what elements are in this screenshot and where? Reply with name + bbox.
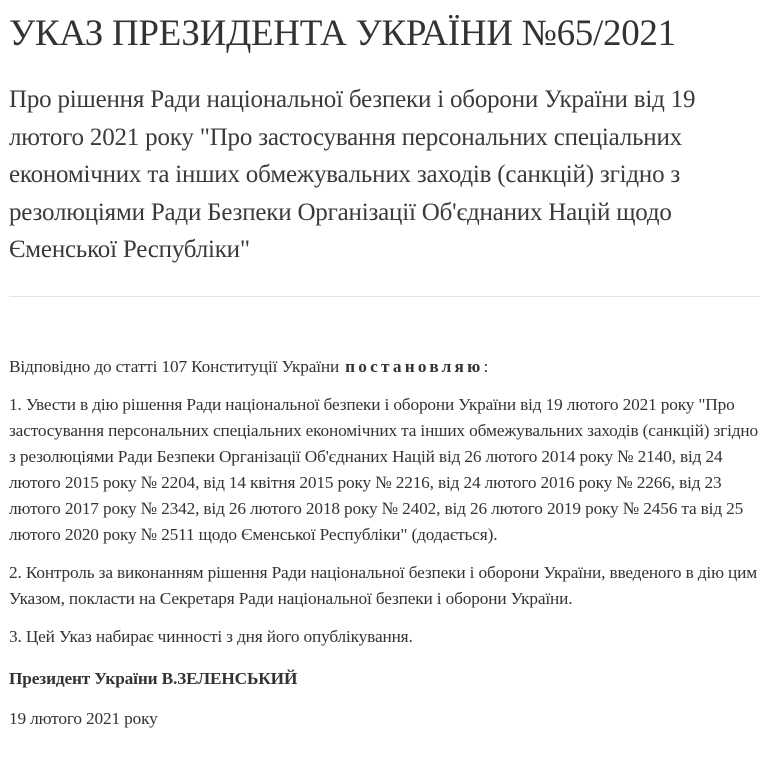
decree-subtitle: Про рішення Ради національної безпеки і оборони України від 19 лютого 2021 року "Про застосування персональних спеціальних економічних та інших обмежувальних заходів (санкцій) згідно з резолюціями Ради Безпеки Організації Об'єднаних Націй щодо Єменської Республіки" [9, 86, 696, 263]
signature: Президент України В.ЗЕЛЕНСЬКИЙ [9, 668, 298, 688]
decree-item-3: 3. Цей Указ набирає чинності з дня його опублікування. [9, 626, 413, 646]
preamble [9, 354, 760, 380]
preamble-text: Відповідно до статті 107 Конституції України [9, 356, 340, 376]
preamble-suffix: : [483, 356, 489, 376]
decree-item-1: 1. Увести в дію рішення Ради національної безпеки і оборони України від 19 лютого 2021 року "Про застосування персональних спеціальних економічних та інших обмежувальних заходів (санкцій) згідно з резолюціями Ради Безпеки Організації Об'єднаних Націй від 26 лютого 2014 року № 2140, від 24 лютого 2015 року № 2204, від 14 квітня 2015 року № 2216, від 24 лютого 2016 року № 2266, від 23 лютого 2017 року № 2342, від 26 лютого 2018 року № 2402, від 26 лютого 2019 року № 2456 та від 25 лютого 2020 року № 2511 щодо Єменської Республіки" (додається). [9, 394, 758, 544]
decree-date: 19 лютого 2021 року [9, 708, 158, 728]
divider [9, 296, 760, 297]
decree-body [9, 354, 760, 732]
decree-word: постановляю [345, 356, 484, 376]
decree-item-2: 2. Контроль за виконанням рішення Ради національної безпеки і оборони України, введеного в дію цим Указом, покласти на Секретаря Ради національної безпеки і оборони України. [9, 562, 757, 608]
page-title: УКАЗ ПРЕЗИДЕНТА УКРАЇНИ №65/2021 [9, 13, 676, 54]
